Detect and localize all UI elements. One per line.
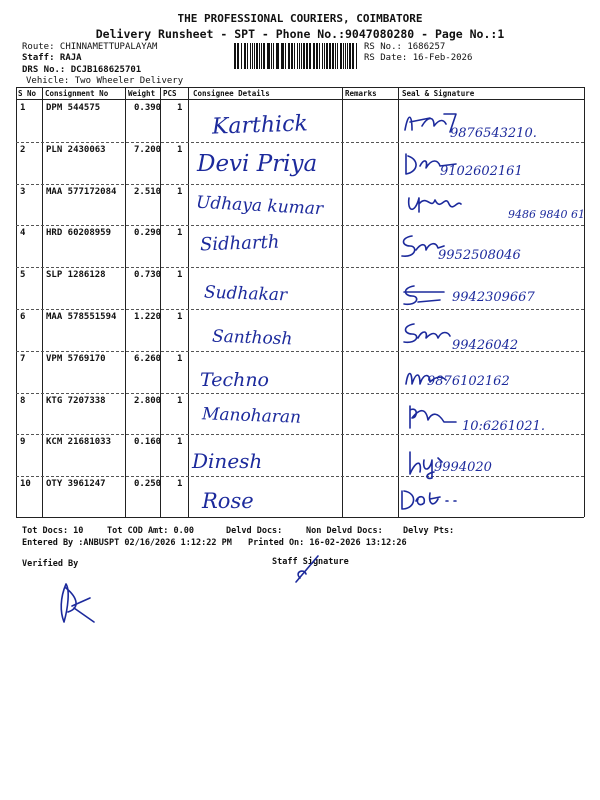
row-pcs: 1: [177, 479, 183, 490]
row-sno: 5: [20, 270, 26, 281]
rs-date: RS Date: 16-Feb-2026: [364, 53, 473, 63]
printed-on: Printed On: 16-02-2026 13:12:26: [248, 538, 407, 548]
row-weight: 0.730: [134, 270, 162, 281]
vline: [188, 87, 189, 517]
barcode-bar: [332, 43, 334, 69]
vline: [125, 87, 126, 517]
barcode-bar: [247, 43, 248, 69]
row-consignment-no: KCM 21681033: [46, 437, 112, 448]
barcode-bar: [254, 43, 255, 69]
row-consignee-handwritten: Udhaya kumar: [195, 192, 324, 220]
row-consignee-handwritten: Rose: [202, 489, 254, 513]
row-sno: 4: [20, 228, 26, 239]
row-pcs: 1: [177, 270, 183, 281]
row-seal-handwritten: 10:6261021.: [462, 419, 545, 434]
non-delivered-docs: Non Delvd Docs:: [306, 526, 383, 536]
drs-number: DRS No.: DCJB168625701: [22, 65, 142, 75]
staff-label: Staff: RAJA: [22, 53, 82, 63]
row-sno: 9: [20, 437, 26, 448]
row-separator: [16, 309, 584, 310]
barcode-bar: [345, 43, 346, 69]
row-seal-handwritten: 9876543210.: [450, 126, 537, 141]
row-sno: 8: [20, 395, 26, 406]
row-separator: [16, 184, 584, 185]
signature-scribble: [400, 150, 460, 180]
row-pcs: 1: [177, 228, 183, 239]
col-remarks: Remarks: [345, 89, 377, 98]
row-consignee-handwritten: Techno: [200, 369, 269, 391]
barcode-bar: [267, 43, 270, 69]
row-consignee-handwritten: Karthick: [211, 111, 309, 140]
col-consignee: Consignee Details: [193, 89, 270, 98]
barcode-bar: [281, 43, 284, 69]
barcode-bar: [271, 43, 272, 69]
row-separator: [16, 142, 584, 143]
row-consignment-no: OTY 3961247: [46, 479, 106, 490]
signature-scribble: [405, 190, 465, 220]
barcode-bar: [291, 43, 293, 69]
signature-scribble: [404, 400, 459, 434]
barcode-bar: [324, 43, 325, 69]
barcode-bar: [294, 43, 295, 69]
row-consignee-handwritten: Santhosh: [211, 326, 293, 350]
row-seal-handwritten: 9942309667: [452, 290, 535, 305]
row-separator: [16, 267, 584, 268]
row-consignee-handwritten: Sidharth: [199, 231, 280, 256]
row-weight: 6.260: [134, 353, 162, 364]
vline: [42, 87, 43, 517]
signature-scribble: [400, 108, 460, 138]
col-pcs: PCS: [163, 89, 177, 98]
barcode-bar: [301, 43, 302, 69]
entered-by: Entered By :ANBUSPT 02/16/2026 1:12:22 PM: [22, 538, 232, 548]
row-separator: [16, 351, 584, 352]
row-weight: 2.800: [134, 395, 162, 406]
company-title: THE PROFESSIONAL COURIERS, COIMBATORE: [177, 12, 423, 25]
barcode-bar: [319, 43, 320, 69]
row-weight: 2.510: [134, 186, 162, 197]
row-pcs: 1: [177, 353, 183, 364]
delivery-points: Delvy Pts:: [403, 526, 455, 536]
row-pcs: 1: [177, 103, 183, 113]
row-pcs: 1: [177, 144, 183, 155]
vline: [342, 87, 343, 517]
staff-signature-label: Staff Signature: [272, 557, 349, 567]
barcode-bar: [349, 43, 351, 69]
barcode-bar: [335, 43, 336, 69]
verifier-signature: [50, 578, 110, 628]
row-seal-handwritten: 9994020: [434, 460, 492, 475]
row-weight: 0.250: [134, 479, 162, 490]
row-consignment-no: PLN 2430063: [46, 144, 106, 155]
row-consignment-no: DPM 544575: [46, 103, 101, 113]
barcode-bar: [322, 43, 323, 69]
row-weight: 0.290: [134, 228, 162, 239]
barcode-bar: [273, 43, 274, 69]
row-separator: [16, 393, 584, 394]
barcode-bar: [241, 43, 242, 69]
table-header-rule: [16, 99, 584, 100]
row-consignee-handwritten: Manoharan: [201, 404, 302, 428]
signature-scribble: [398, 232, 448, 264]
row-seal-handwritten: 9486 9840 61: [508, 208, 585, 221]
row-pcs: 1: [177, 395, 183, 406]
row-weight: 1.220: [134, 312, 162, 322]
row-sno: 3: [20, 186, 26, 197]
barcode-bar: [309, 43, 311, 69]
barcode-bar: [343, 43, 344, 69]
barcode-bar: [297, 43, 298, 69]
barcode-bar: [306, 43, 308, 69]
signature-scribble: [398, 485, 468, 515]
barcode-bar: [316, 43, 318, 69]
barcode: [233, 43, 359, 69]
col-weight: Weight: [128, 89, 156, 98]
signature-scribble: [400, 282, 450, 312]
row-sno: 7: [20, 353, 26, 364]
row-sno: 2: [20, 144, 26, 155]
row-seal-handwritten: 9102602161: [440, 164, 523, 179]
barcode-bar: [285, 43, 286, 69]
barcode-bar: [261, 43, 262, 69]
row-consignment-no: KTG 7207338: [46, 395, 106, 406]
verified-by-label: Verified By: [22, 559, 79, 569]
delivered-docs: Delvd Docs:: [226, 526, 283, 536]
vehicle-label: Vehicle: Two Wheeler Delivery: [26, 76, 184, 86]
barcode-bar: [256, 43, 258, 69]
barcode-bar: [356, 43, 357, 69]
col-seal: Seal & Signature: [402, 89, 475, 98]
row-sno: 6: [20, 312, 26, 322]
row-separator: [16, 476, 584, 477]
row-consignee-handwritten: Dinesh: [192, 449, 263, 473]
signature-scribble: [404, 448, 454, 482]
row-pcs: 1: [177, 312, 183, 322]
row-seal-handwritten: 9876102162: [427, 374, 510, 389]
signature-scribble: [400, 320, 455, 350]
barcode-bar: [250, 43, 251, 69]
row-weight: 0.390: [134, 103, 162, 113]
row-consignment-no: VPM 5769170: [46, 353, 106, 364]
total-docs: Tot Docs: 10: [22, 526, 84, 536]
row-separator: [16, 225, 584, 226]
row-consignee-handwritten: Devi Priya: [197, 151, 318, 177]
route-label: Route: CHINNAMETTUPALAYAM: [22, 42, 158, 52]
row-consignment-no: HRD 60208959: [46, 228, 112, 239]
barcode-bar: [329, 43, 331, 69]
barcode-bar: [244, 43, 246, 69]
barcode-bar: [263, 43, 265, 69]
vline: [584, 87, 585, 517]
barcode-bar: [313, 43, 315, 69]
barcode-bar: [252, 43, 253, 69]
barcode-bar: [303, 43, 305, 69]
barcode-bar: [237, 43, 239, 69]
row-weight: 7.200: [134, 144, 162, 155]
staff-signature-mark: [288, 552, 328, 586]
row-consignment-no: MAA 578551594: [46, 312, 117, 322]
row-sno: 1: [20, 103, 26, 113]
row-seal-handwritten: 9952508046: [438, 248, 521, 263]
vline: [398, 87, 399, 517]
barcode-bar: [352, 43, 354, 69]
barcode-bar: [340, 43, 342, 69]
row-sno: 10: [20, 479, 31, 490]
row-consignment-no: MAA 577172084: [46, 186, 117, 197]
col-sno: S No: [18, 89, 37, 98]
barcode-bar: [337, 43, 338, 69]
barcode-bar: [276, 43, 279, 69]
row-separator: [16, 434, 584, 435]
row-pcs: 1: [177, 437, 183, 448]
barcode-bar: [288, 43, 290, 69]
row-weight: 0.160: [134, 437, 162, 448]
barcode-bar: [259, 43, 260, 69]
row-consignee-handwritten: Sudhakar: [203, 282, 288, 306]
total-cod-amount: Tot COD Amt: 0.00: [107, 526, 194, 536]
row-consignment-no: SLP 1286128: [46, 270, 106, 281]
row-pcs: 1: [177, 186, 183, 197]
barcode-bar: [299, 43, 300, 69]
runsheet-title: Delivery Runsheet - SPT - Phone No.:9047080280 - Page No.:1: [95, 27, 505, 41]
signature-scribble: [402, 364, 452, 394]
table-top-rule: [16, 87, 584, 88]
rs-number: RS No.: 1686257: [364, 42, 446, 52]
row-seal-handwritten: 99426042: [452, 338, 519, 353]
barcode-bar: [347, 43, 348, 69]
barcode-bar: [326, 43, 328, 69]
vline: [16, 87, 17, 517]
col-consignment: Consignment No: [45, 89, 109, 98]
barcode-bar: [234, 43, 236, 69]
table-bottom-rule: [16, 517, 584, 518]
